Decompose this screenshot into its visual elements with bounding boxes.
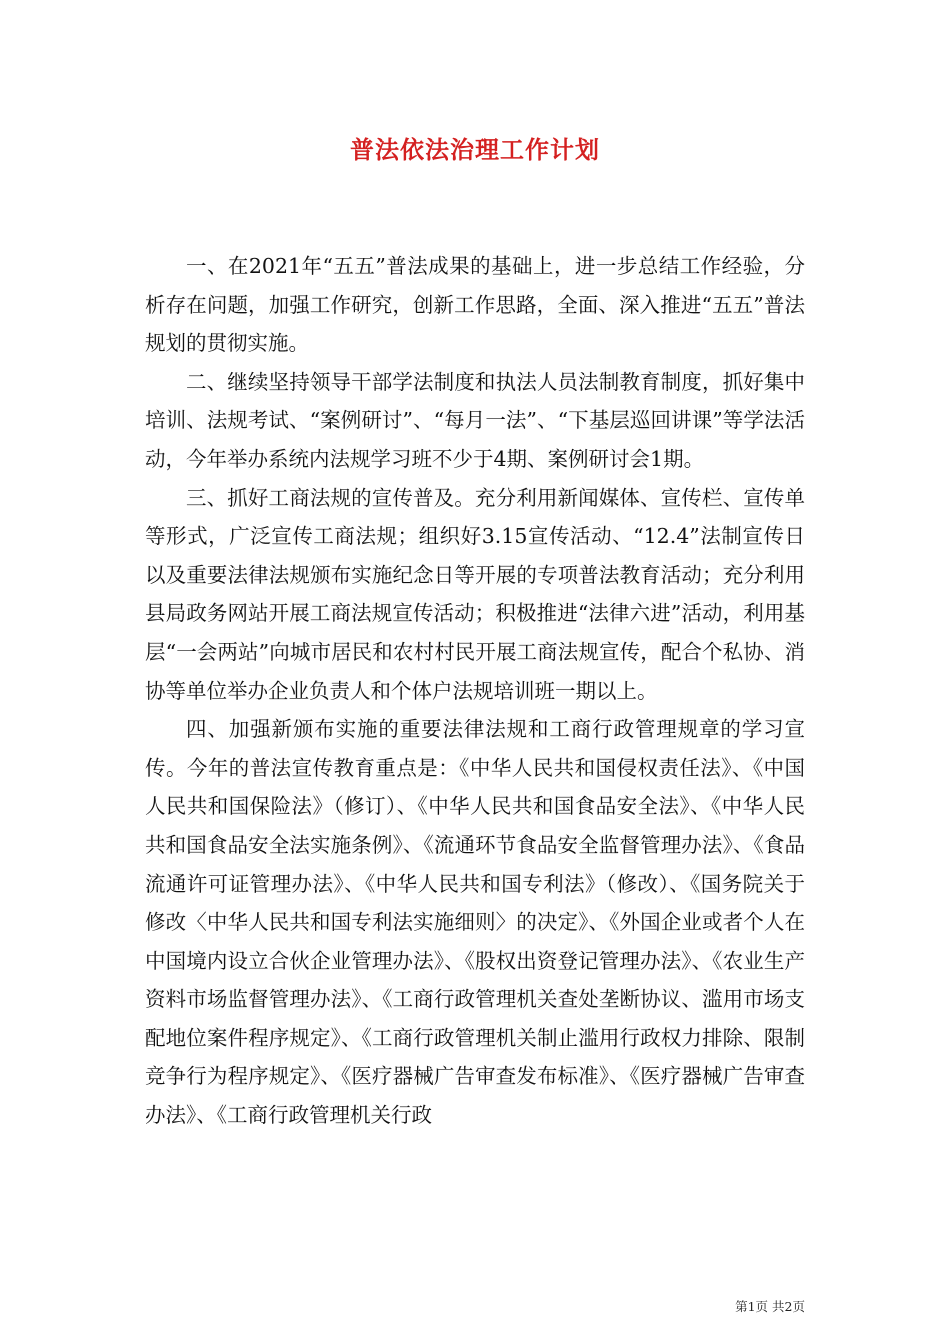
document-title: 普法依法治理工作计划 — [350, 135, 600, 164]
paragraph-4: 四、加强新颁布实施的重要法律法规和工商行政管理规章的学习宣传。今年的普法宣传教育重点是：《中华人民共和国侵权责任法》、《中国人民共和国保险法》（修订）、《中华人民共和国食品安全法》、《中华人民共和国食品安全法实施条例》、《流通环节食品安全监督管理办法》、《食品流通许可证管理办法》、《中华人民共和国专利法》（修改）、《国务院关于修改〈中华人民共和国专利法实施细则〉的决定》、《外国企业或者个人在中国境内设立合伙企业管理办法》、《股权出资登记管理办法》、《农业生产资料市场监督管理办法》、《工商行政管理机关查处垄断协议、滥用市场支配地位案件程序规定》、《工商行政管理机关制止滥用行政权力排除、限制竞争行为程序规定》、《医疗器械广告审查发布标准》、《医疗器械广告审查办法》、《工商行政管理机关行政 — [145, 717, 805, 1128]
paragraph-2: 二、继续坚持领导干部学法制度和执法人员法制教育制度，抓好集中培训、法规考试、“案例研讨”、“每月一法”、“下基层巡回讲课”等学法活动，今年举办系统内法规学习班不少于4期、案例研讨会1期。 — [145, 369, 805, 471]
document-body — [145, 247, 805, 1135]
paragraph-3: 三、抓好工商法规的宣传普及。充分利用新闻媒体、宣传栏、宣传单等形式，广泛宣传工商法规；组织好3.15宣传活动、“12.4”法制宣传日以及重要法律法规颁布实施纪念日等开展的专项普法教育活动；充分利用县局政务网站开展工商法规宣传活动；积极推进“法律六进”活动，利用基层“一会两站”向城市居民和农村村民开展工商法规宣传，配合个私协、消协等单位举办企业负责人和个体户法规培训班一期以上。 — [145, 485, 805, 703]
paragraph-1: 一、在2021年“五五”普法成果的基础上，进一步总结工作经验，分析存在问题，加强工作研究，创新工作思路，全面、深入推进“五五”普法规划的贯彻实施。 — [145, 254, 805, 356]
page-number: 第1页 共2页 — [735, 1299, 805, 1314]
